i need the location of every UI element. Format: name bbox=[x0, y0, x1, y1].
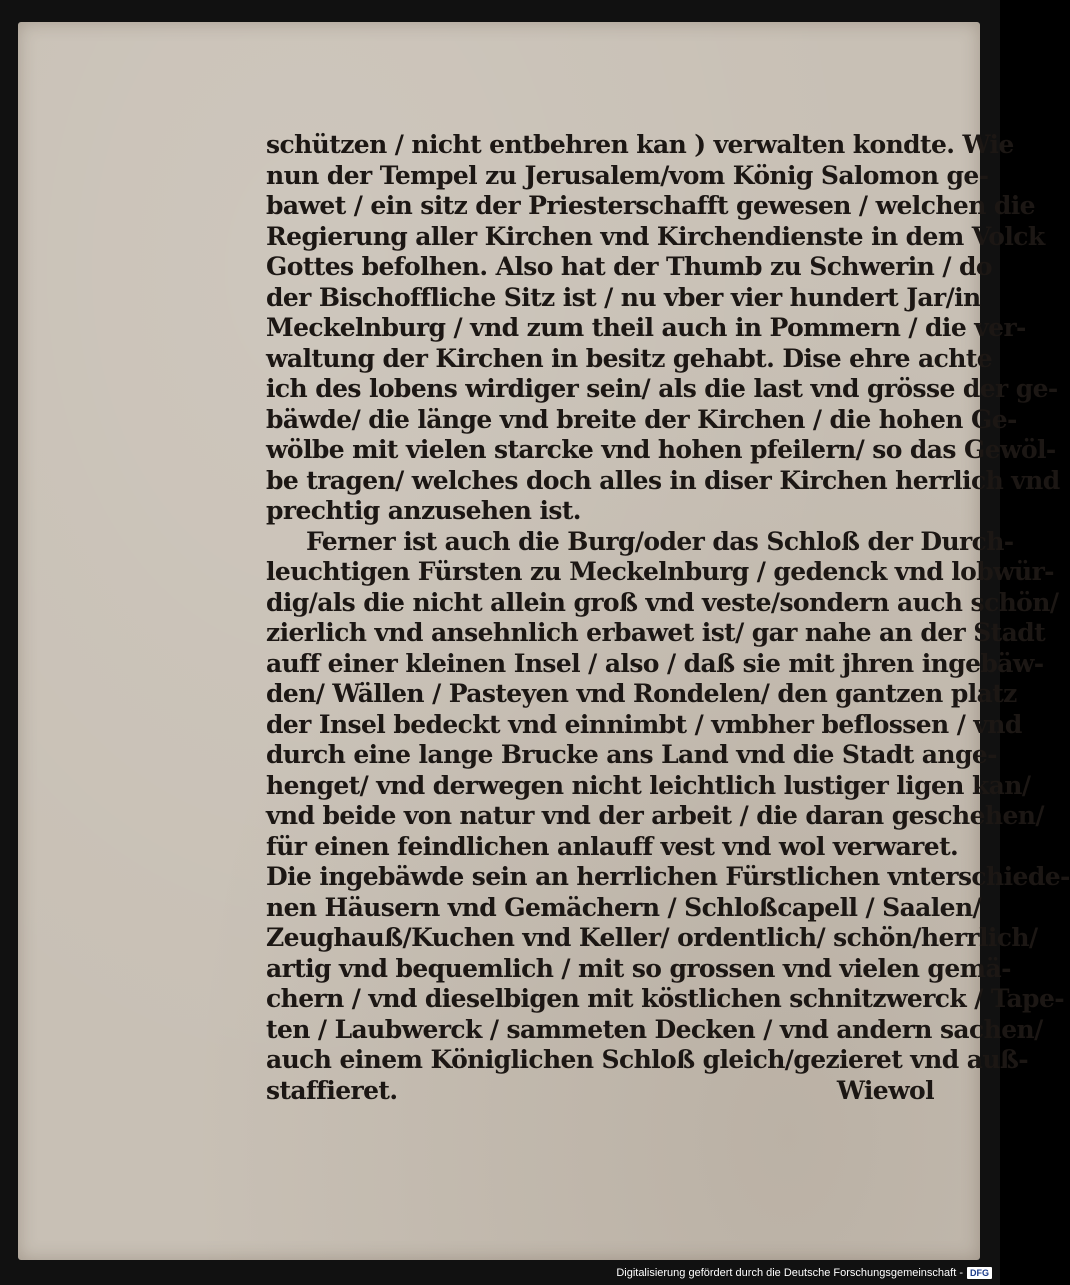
paragraph-end-line: prechtig anzusehen ist. bbox=[266, 496, 581, 525]
text-line: der Insel bedeckt vnd einnimbt / vmbher beflossen / vnd bbox=[266, 709, 1022, 739]
text-line: durch eine lange Brucke ans Land vnd die Stadt ange- bbox=[266, 740, 997, 769]
text-line: ten / Laubwerck / sammeten Decken / vnd andern sachen/ bbox=[266, 1014, 1043, 1044]
credit-text: Digitalisierung gefördert durch die Deutsche Forschungsgemeinschaft - bbox=[616, 1267, 963, 1279]
text-line: nen Häusern vnd Gemächern / Schloßcapell / Saalen/ bbox=[266, 892, 982, 922]
text-line: bawet / ein sitz der Priesterschafft gewesen / welchen die bbox=[266, 191, 1035, 220]
text-line: waltung der Kirchen in besitz gehabt. Dise ehre achte bbox=[266, 343, 993, 373]
text-line: henget/ vnd derwegen nicht leichtlich lustiger ligen kan/ bbox=[266, 770, 1031, 800]
text-line: bäwde/ die länge vnd breite der Kirchen / die hohen Ge- bbox=[266, 404, 1017, 434]
body-text bbox=[266, 130, 1070, 1106]
text-line: Zeughauß/Kuchen vnd Keller/ ordentlich/ schön/herrlich/ bbox=[266, 923, 1038, 952]
text-line: der Bischoffliche Sitz ist / nu vber vier hundert Jar/in bbox=[266, 282, 981, 312]
text-line: den/ Wällen / Pasteyen vnd Rondelen/ den gantzen platz bbox=[266, 679, 1017, 708]
text-line: nun der Tempel zu Jerusalem/vom König Salomon ge- bbox=[266, 160, 989, 190]
catchword: Wiewol bbox=[836, 1075, 934, 1105]
text-line: artig vnd bequemlich / mit so grossen vnd vielen gemä- bbox=[266, 953, 1011, 983]
dfg-logo-icon: DFG bbox=[967, 1267, 992, 1279]
text-line: Die ingebäwde sein an herrlichen Fürstlichen vnterschiede- bbox=[266, 862, 1070, 891]
text-line: wölbe mit vielen starcke vnd hohen pfeilern/ so das Gewöl- bbox=[266, 435, 1056, 464]
text-line: Meckelnburg / vnd zum theil auch in Pommern / die ver- bbox=[266, 313, 1026, 342]
text-line: leuchtigen Fürsten zu Meckelnburg / gedenck vnd lobwür- bbox=[266, 557, 1054, 586]
text-line: schützen / nicht entbehren kan ) verwalten kondte. Wie bbox=[266, 130, 1014, 159]
text-line: Gottes befolhen. Also hat der Thumb zu Schwerin / do bbox=[266, 252, 992, 281]
paper-page bbox=[18, 22, 1070, 1260]
text-line: zierlich vnd ansehnlich erbawet ist/ gar nahe an der Stadt bbox=[266, 618, 1046, 647]
text-line: vnd beide von natur vnd der arbeit / die daran geschehen/ bbox=[266, 801, 1044, 830]
final-line-text: staffieret. bbox=[266, 1075, 398, 1105]
text-line: dig/als die nicht allein groß vnd veste/sondern auch schön/ bbox=[266, 587, 1059, 617]
text-line: auch einem Königlichen Schloß gleich/gezieret vnd auß- bbox=[266, 1045, 1029, 1074]
paragraph-start-line: Ferner ist auch die Burg/oder das Schloß der Durch- bbox=[306, 526, 1014, 556]
text-line: Regierung aller Kirchen vnd Kirchendienste in dem Volck bbox=[266, 221, 1045, 251]
text-line: für einen feindlichen anlauff vest vnd wol verwaret. bbox=[266, 831, 959, 861]
text-line: auff einer kleinen Insel / also / daß sie mit jhren ingebäw- bbox=[266, 648, 1044, 678]
text-line: be tragen/ welches doch alles in diser Kirchen herrlich vnd bbox=[266, 465, 1060, 495]
final-line bbox=[266, 1076, 934, 1107]
digitization-credit bbox=[616, 1264, 992, 1282]
text-line: chern / vnd dieselbigen mit köstlichen schnitzwerck / Tape- bbox=[266, 984, 1065, 1013]
text-line: ich des lobens wirdiger sein/ als die last vnd grösse der ge- bbox=[266, 374, 1058, 403]
